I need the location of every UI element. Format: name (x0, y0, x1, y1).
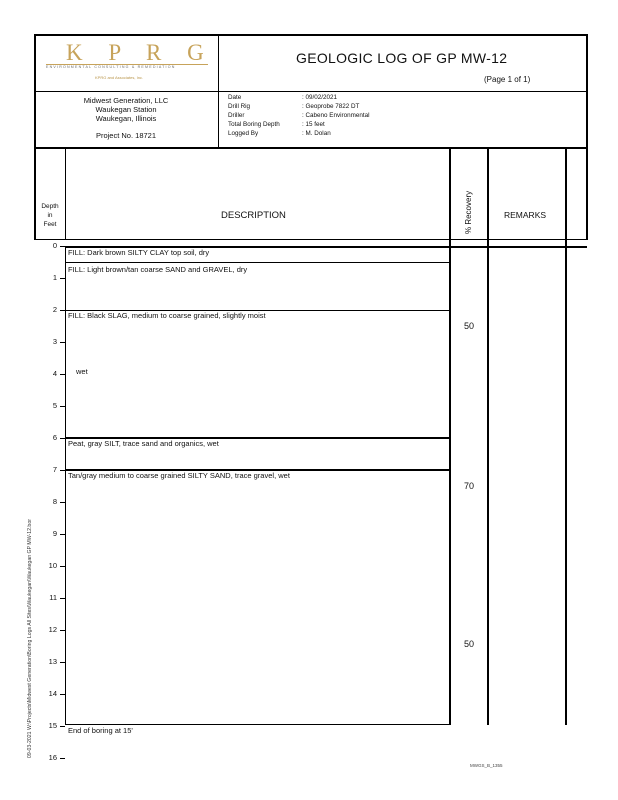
info-label-rig: Drill Rig (228, 103, 251, 110)
side-file-path: 09-03-2021 W:\Projects\Midwest Generation\Boring Logs All Sites\Waukegan\Waukegan GP MW-12.bor (27, 519, 33, 758)
recovery-value-2: 70 (464, 481, 475, 491)
depth-tick-mark (60, 342, 65, 343)
header-divider (34, 91, 587, 92)
header-bottom (34, 239, 587, 240)
header-vertical (218, 34, 219, 148)
recovery-header: % Recovery (464, 190, 473, 234)
logo-letters: K P R G (66, 40, 214, 65)
logo-tagline: ENVIRONMENTAL CONSULTING & REMEDIATION (46, 65, 176, 69)
depth-tick-label: 6 (52, 433, 57, 442)
page-number: (Page 1 of 1) (484, 75, 531, 84)
depth-tick-label: 5 (52, 401, 57, 410)
depth-header-3: Feet (43, 221, 57, 228)
layer-0: FILL: Dark brown SILTY CLAY top soil, dry (68, 248, 210, 257)
depth-tick-label: 13 (48, 657, 57, 666)
client-block (40, 96, 212, 140)
info-label-logged: Logged By (228, 130, 259, 137)
frame-top (34, 34, 587, 36)
remarks-header: REMARKS (504, 210, 547, 220)
depth-tick-mark (60, 758, 65, 759)
depth-tick-mark (60, 246, 65, 247)
depth-tick-mark (60, 534, 65, 535)
info-value-depth: : 15 feet (302, 121, 325, 128)
depth-tick-label: 8 (52, 497, 57, 506)
depth-tick-mark (60, 694, 65, 695)
col-line-desc (449, 147, 451, 725)
depth-tick-mark (60, 278, 65, 279)
depth-tick-mark (60, 502, 65, 503)
layer-1: FILL: Light brown/tan coarse SAND and GRAVEL, dry (68, 265, 248, 274)
depth-tick-mark (60, 566, 65, 567)
project-number: Project No. 18721 (95, 131, 157, 140)
depth-tick-mark (60, 438, 65, 439)
logo-subtext: KPRG and Associates, Inc. (95, 75, 144, 80)
depth-tick-mark (60, 310, 65, 311)
info-divider (34, 147, 587, 149)
info-label-driller: Driller (228, 112, 245, 119)
footer-code: MWGS_B_1355 (470, 763, 503, 768)
info-label-depth: Total Boring Depth (228, 121, 280, 128)
page-title: GEOLOGIC LOG OF GP MW-12 (296, 50, 508, 66)
depth-tick-mark (60, 630, 65, 631)
depth-tick-mark (60, 406, 65, 407)
recovery-value-3: 50 (464, 639, 475, 649)
depth-tick-mark (60, 470, 65, 471)
layer-5: Tan/gray medium to coarse grained SILTY SAND, trace gravel, wet (68, 471, 290, 480)
depth-tick-mark (60, 374, 65, 375)
client-location: Waukegan, Illinois (95, 114, 157, 123)
depth-tick-label: 14 (48, 689, 57, 698)
col-line-recovery (487, 147, 489, 725)
depth-tick-label: 0 (52, 241, 57, 250)
layer-2: FILL: Black SLAG, medium to coarse grained, slightly moist (68, 311, 266, 320)
client-company: Midwest Generation, LLC (83, 96, 169, 105)
depth-tick-label: 4 (52, 369, 57, 378)
depth-tick-mark (60, 726, 65, 727)
depth-tick-label: 7 (52, 465, 57, 474)
info-label-date: Date (228, 94, 242, 101)
recovery-value-1: 50 (464, 321, 475, 331)
body-left-line (65, 246, 66, 725)
layer-boundary-1 (65, 262, 451, 263)
depth-tick-mark (60, 598, 65, 599)
layer-3: wet (76, 367, 88, 376)
client-station: Waukegan Station (95, 105, 157, 114)
layer-6: End of boring at 15' (68, 726, 133, 735)
description-header: DESCRIPTION (221, 210, 286, 221)
body-bottom-line (65, 724, 451, 725)
depth-tick-label: 2 (52, 305, 57, 314)
info-value-date: : 09/02/2021 (302, 94, 338, 101)
depth-tick-label: 10 (48, 561, 57, 570)
depth-tick-label: 9 (52, 529, 57, 538)
depth-tick-label: 1 (52, 273, 57, 282)
info-value-driller: : Cabeno Environmental (302, 112, 370, 119)
layer-4: Peat, gray SILT, trace sand and organics, wet (68, 439, 219, 448)
depth-tick-mark (60, 662, 65, 663)
depth-header (36, 202, 64, 229)
depth-header-1: Depth (41, 203, 59, 210)
depth-header-2: in (47, 212, 53, 219)
depth-tick-label: 15 (48, 721, 57, 730)
info-value-rig: : Geoprobe 7822 DT (302, 103, 360, 110)
col-line-remarks (565, 147, 567, 725)
depth-tick-label: 11 (49, 593, 57, 602)
depth-tick-label: 16 (48, 753, 57, 762)
info-value-logged: : M. Dolan (302, 130, 331, 137)
col-line-depth (65, 147, 66, 240)
frame-right (586, 34, 588, 240)
depth-tick-label: 12 (48, 625, 57, 634)
depth-tick-label: 3 (52, 337, 57, 346)
